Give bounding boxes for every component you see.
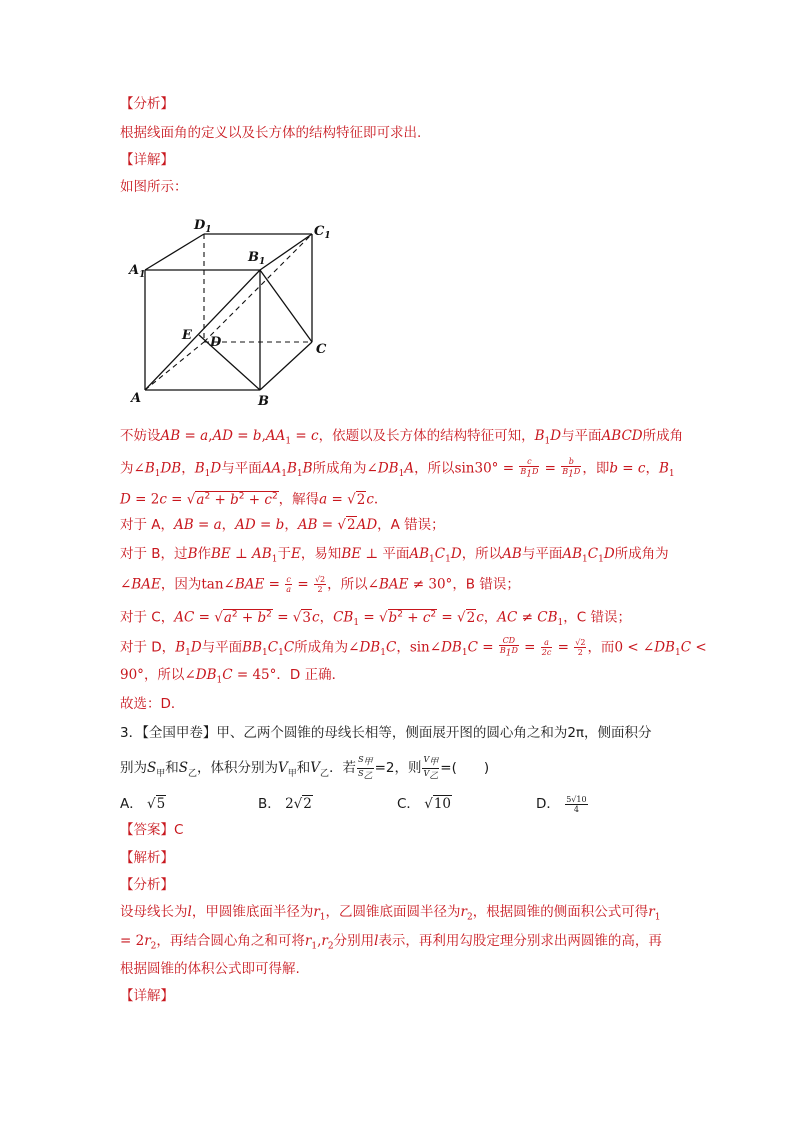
- cuboid-figure: [128, 212, 348, 412]
- solution-line-7: 对于 C，AC = $√a^2 + b^2 = √3c$，$CB_1 = √b^2 + c^2 = √2c$，AC ≠ $CB_1$，C 错误；: [120, 609, 631, 629]
- detail-label-2: 【详解】: [120, 988, 174, 1004]
- question-3-line-2: 别为$S_甲$和$S_乙$，体积分别为$V_甲$和$V_乙$．若 $\frac{S_甲}{S_乙}$ =2，则 $\frac{V_甲}{V_乙}$ =( ): [120, 755, 490, 782]
- analysis-label: 【分析】: [120, 96, 174, 112]
- edge-b-c: [260, 342, 312, 390]
- label-e: E: [182, 328, 192, 343]
- edge-a-b1: [145, 270, 260, 390]
- edge-a1-d1: [145, 234, 204, 270]
- analysis-line-2: = $2r_2$，再结合圆心角之和可将$r_1,r_2$分别用l表示，再利用勾股定理分别求出两圆锥的高，再: [120, 933, 662, 952]
- analysis-label-2: 【分析】: [120, 877, 174, 893]
- solution-line-4: 对于 A，AB = a，AD = b，AB = √2AD，A 错误；: [120, 517, 445, 533]
- label-a: A: [131, 391, 142, 406]
- detail-label: 【详解】: [120, 152, 174, 168]
- analysis-text: 根据线面角的定义以及长方体的结构特征即可求出.: [120, 125, 422, 141]
- option-b[interactable]: B． 2√2: [258, 796, 312, 812]
- solution-line-1: 不妨设AB = $a,AD = b,AA_1 = c$，依题以及长方体的结构特征可知，$B_1D$与平面ABCD所成角: [120, 428, 684, 447]
- label-b: B: [258, 394, 269, 409]
- question-number: 3．: [120, 725, 143, 741]
- solution-line-2: 为$\angle B_1DB$，$B_1D$与平面$AA_1B_1B$所成角为$\angle DB_1A$，所以sin30° = $\frac{c}{B_1D}$ = $\frac{b}{B_1D}$ ，即b = c，$B_1$: [120, 457, 675, 480]
- solution-line-8: 对于 D，$B_1D$与平面$BB_1C_1C$所成角为$\angle DB_1C$，$\sin\angle DB_1C$ = $\frac{CD}{B_1D}$ = $\frac{a}{2c}$ = $\frac{√2}{2}$ ，而$0 < \angle DB_1C$ <: [120, 636, 707, 659]
- answer-label: 【答案】C: [120, 822, 184, 838]
- solution-line-5: 对于 B，过B作BE ⊥ $AB_1$于E，易知BE ⊥ 平面$AB_1C_1D$，所以AB与平面$AB_1C_1D$所成角为: [120, 546, 669, 565]
- explanation-label: 【解析】: [120, 850, 174, 866]
- analysis-line-1: 设母线长为l，甲圆锥底面半径为$r_1$，乙圆锥底面圆半径为$r_2$，根据圆锥的侧面积公式可得$r_1$: [120, 904, 661, 923]
- solution-line-3: $D = 2c = √a^2 + b^2 + c^2$，解得a = √2c.: [120, 491, 379, 508]
- option-d[interactable]: D． $\frac{5√10}{4}$: [536, 794, 587, 814]
- label-b1: $B_1$: [248, 250, 266, 267]
- edge-b1-c: [260, 270, 312, 342]
- question-3-line-1: 3．【全国甲卷】甲、乙两个圆锥的母线长相等，侧面展开图的圆心角之和为2π，侧面积分: [120, 725, 652, 741]
- solution-choose: 故选：D．: [120, 696, 185, 712]
- edge-c1-b1: [260, 234, 312, 270]
- label-d1: $D_1$: [194, 218, 212, 235]
- segment-b-e: [199, 335, 260, 390]
- solution-line-6: ∠BAE，因为tan∠BAE = $\frac{c}{a}$ = $\frac{√2}{2}$ ，所以∠BAE ≠ 30°，B 错误；: [120, 575, 520, 594]
- option-a[interactable]: A． √5: [120, 796, 166, 812]
- label-a1: $A_1$: [129, 263, 146, 280]
- label-c: C: [316, 342, 327, 357]
- hidden-edge-a-d: [145, 342, 204, 390]
- label-d: D: [210, 335, 222, 350]
- as-shown-text: 如图所示：: [120, 179, 188, 195]
- option-c[interactable]: C． √10: [397, 796, 452, 812]
- label-c1: $C_1$: [314, 224, 331, 241]
- analysis-line-3: 根据圆锥的体积公式即可得解.: [120, 961, 300, 977]
- solution-line-9: 90°，所以$\angle DB_1C = 45^\circ$．D 正确．: [120, 667, 346, 686]
